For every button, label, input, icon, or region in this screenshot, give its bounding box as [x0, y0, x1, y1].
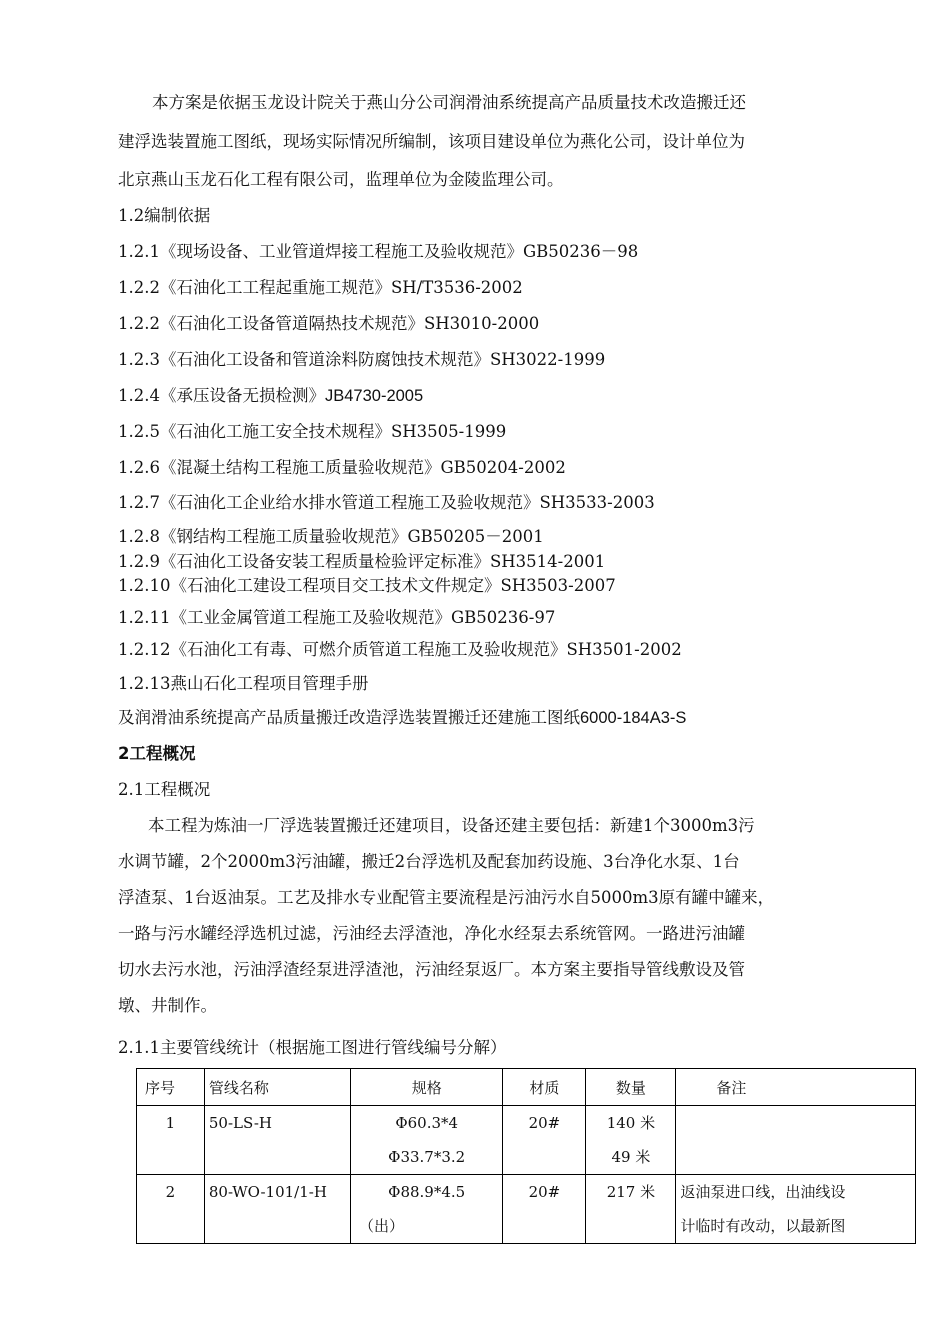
- basis-item: 1.2.11《工业金属管道工程施工及验收规范》GB50236-97: [118, 608, 556, 627]
- row-remark: [676, 1106, 915, 1140]
- row-remark: [676, 1140, 915, 1174]
- intro-line-2: 建浮选装置施工图纸，现场实际情况所编制，该项目建设单位为燕化公司，设计单位为: [118, 132, 745, 151]
- row-remark: 返油泵进口线，出油线设: [680, 1183, 846, 1201]
- basis-item: 1.2.12《石油化工有毒、可燃介质管道工程施工及验收规范》SH3501-2002: [118, 640, 682, 659]
- intro-line-3: 北京燕山玉龙石化工程有限公司，监理单位为金陵监理公司。: [118, 170, 564, 189]
- body-line: 墩、井制作。: [118, 996, 217, 1015]
- row-qty: 140 米: [606, 1114, 656, 1132]
- row-no: 1: [165, 1114, 176, 1132]
- row-name: 80-WO-101/1-H: [208, 1183, 327, 1201]
- basis-item: 1.2.4《承压设备无损检测》JB4730-2005: [118, 386, 424, 405]
- section-heading: 2工程概况: [118, 744, 196, 763]
- basis-item: 1.2.7《石油化工企业给水排水管道工程施工及验收规范》SH3533-2003: [118, 493, 655, 512]
- pipeline-table: [136, 1068, 916, 1244]
- table-caption: 2.1.1主要管线统计（根据施工图进行管线编号分解）: [118, 1038, 507, 1057]
- body-line: 浮渣泵、1台返油泵。工艺及排水专业配管主要流程是污油污水自5000m3原有罐中罐来，: [118, 888, 775, 907]
- col-header-spec: 规格: [351, 1069, 503, 1106]
- col-header-no: 序号: [137, 1069, 205, 1106]
- col-header-name: 管线名称: [204, 1069, 350, 1106]
- row-material: 20#: [528, 1114, 561, 1132]
- row-spec: Φ33.7*3.2: [388, 1148, 466, 1166]
- basis-item: 1.2.2《石油化工设备管道隔热技术规范》SH3010-2000: [118, 314, 540, 333]
- subsection-heading: 2.1工程概况: [118, 780, 211, 799]
- row-remark: 计临时有改动，以最新图: [680, 1217, 846, 1235]
- basis-item: 1.2.2《石油化工工程起重施工规范》SH/T3536-2002: [118, 278, 523, 297]
- table-row: [137, 1106, 916, 1175]
- col-header-material: 材质: [503, 1069, 586, 1106]
- basis-item: 1.2.5《石油化工施工安全技术规程》SH3505-1999: [118, 422, 507, 441]
- basis-item: 1.2.9《石油化工设备安装工程质量检验评定标准》SH3514-2001: [118, 552, 606, 571]
- table-header-row: [137, 1069, 916, 1106]
- row-spec: Φ88.9*4.5: [388, 1183, 466, 1201]
- body-line: 本工程为炼油一厂浮选装置搬迁还建项目，设备还建主要包括：新建1个3000m3污: [148, 816, 755, 835]
- basis-item: 1.2.6《混凝土结构工程施工质量验收规范》GB50204-2002: [118, 458, 566, 477]
- body-line: 一路与污水罐经浮选机过滤，污油经去浮渣池，净化水经泵去系统管网。一路进污油罐: [118, 924, 745, 943]
- basis-item: 1.2.1《现场设备、工业管道焊接工程施工及验收规范》GB50236－98: [118, 242, 639, 261]
- row-material: 20#: [528, 1183, 561, 1201]
- basis-heading: 1.2编制依据: [118, 206, 211, 225]
- basis-item: 1.2.3《石油化工设备和管道涂料防腐蚀技术规范》SH3022-1999: [118, 350, 606, 369]
- row-spec: Φ60.3*4: [395, 1114, 459, 1132]
- row-qty: 49 米: [611, 1148, 651, 1166]
- basis-item: 1.2.8《钢结构工程施工质量验收规范》GB50205－2001: [118, 527, 544, 546]
- col-header-remark: 备注: [676, 1069, 916, 1106]
- body-line: 水调节罐，2个2000m3污油罐，搬迁2台浮选机及配套加药设施、3台净化水泵、1台: [118, 852, 740, 871]
- intro-line-1: 本方案是依据玉龙设计院关于燕山分公司润滑油系统提高产品质量技术改造搬迁还: [152, 93, 746, 112]
- body-line: 切水去污水池，污油浮渣经泵进浮渣池，污油经泵返厂。本方案主要指导管线敷设及管: [118, 960, 745, 979]
- row-name: 50-LS-H: [208, 1114, 272, 1132]
- row-qty: [586, 1209, 675, 1243]
- row-spec: （出）: [359, 1217, 405, 1235]
- basis-item: 1.2.10《石油化工建设工程项目交工技术文件规定》SH3503-2007: [118, 576, 616, 595]
- basis-item: 1.2.13燕山石化工程项目管理手册: [118, 674, 369, 693]
- table-row: [137, 1175, 916, 1244]
- col-header-qty: 数量: [586, 1069, 676, 1106]
- row-qty: 217 米: [606, 1183, 656, 1201]
- basis-extra: 及润滑油系统提高产品质量搬迁改造浮选装置搬迁还建施工图纸6000-184A3-S: [118, 709, 687, 727]
- row-no: 2: [165, 1183, 176, 1201]
